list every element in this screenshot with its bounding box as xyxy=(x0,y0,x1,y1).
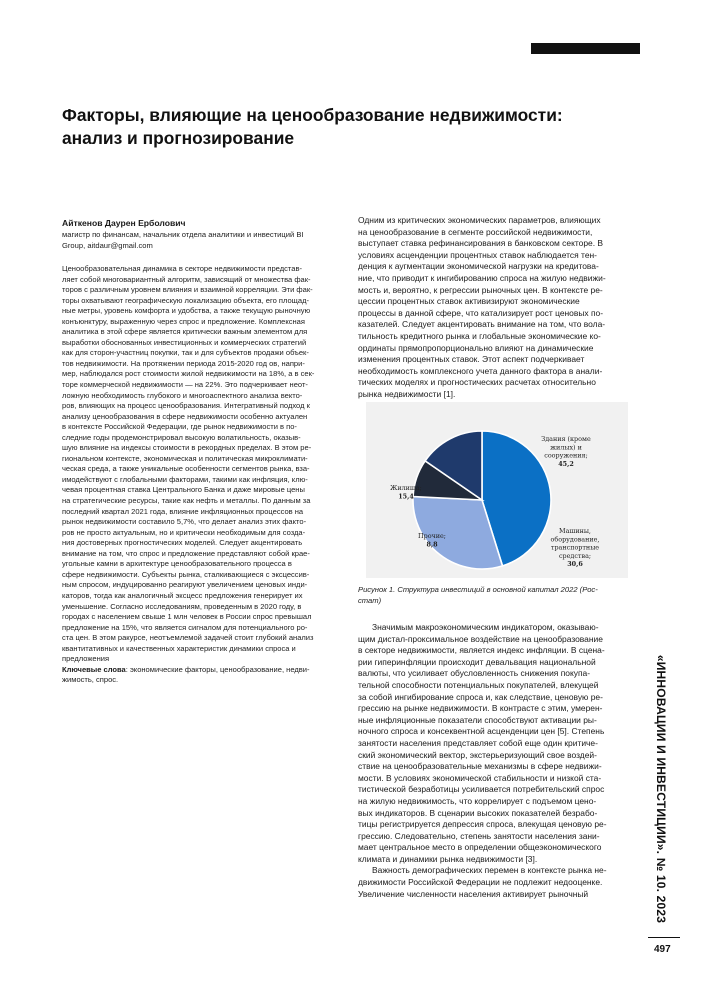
paragraph-line: казателей. Следует акцентировать внимание на том, что вола- xyxy=(358,319,606,330)
paragraph-line: движимости Российской Федерации не подлежит недооценке. xyxy=(358,877,603,888)
title-line: анализ и прогнозирование xyxy=(62,128,295,148)
author-info-line: Group, aitdaur@gmail.com xyxy=(62,241,153,250)
journal-name: «ИННОВАЦИИ И ИНВЕСТИЦИИ». № 10. 2023 xyxy=(654,654,668,924)
abstract-line: торе коммерческой недвижимости — на 22%. Это подчеркивает неот- xyxy=(62,380,308,390)
paragraph-line: тельной способности потенциальных покупателей, влекущей xyxy=(358,679,599,690)
pie-chart-svg xyxy=(366,402,628,578)
keywords-text: жимость, спрос. xyxy=(62,675,119,685)
abstract-line: аналитика в этой сфере является критически важным элементом для xyxy=(62,327,308,337)
paragraph-line: необходимость комплексного учета данного фактора в анали- xyxy=(358,365,603,376)
paragraph-line: ординаты прямопропорционально влияют на динамические xyxy=(358,342,594,353)
abstract-line: на стратегические ресурсы, такие как нефть и металлы. По данным за xyxy=(62,496,311,506)
paragraph-line: Одним из критических экономических параметров, влияющих xyxy=(358,215,601,225)
abstract-line: торы охватывают географическую локализацию объекта, его площад- xyxy=(62,295,309,305)
abstract-line: внимание на том, что спрос и предложение представляют собой крае- xyxy=(62,548,310,558)
paragraph-line: тических моделях и прогностических расчетах относительно xyxy=(358,377,596,388)
abstract-line: квантитативных и качественных характеристик динамики спроса и xyxy=(62,643,296,653)
abstract-line: ста цен. В этом ракурсе, неотъемлемой задачей стоит глубокий анализ xyxy=(62,633,314,643)
keywords xyxy=(62,665,344,676)
abstract-line: в контексте Российской Федерации, где рынок недвижимости в по- xyxy=(62,422,297,432)
abstract-line: ные метры, уровень комфорта и удобства, а также текущую рыночную xyxy=(62,306,311,316)
paragraph-line: выступает ставка рефинансирования в банковском секторе. В xyxy=(358,238,604,249)
paragraph-line: валюты, что усиливает обусловленность снижения покупа- xyxy=(358,668,591,679)
header-bar xyxy=(531,43,640,54)
paragraph-line: грессию. Следовательно, степень занятости населения зани- xyxy=(358,830,600,841)
paragraph-line: климата и динамики рынка недвижимости [3]. xyxy=(358,853,538,864)
pie-slice-value: 8,8 xyxy=(426,540,438,549)
paragraph-line: Значимым макроэкономическим индикатором, оказываю- xyxy=(372,622,599,632)
page-number: 497 xyxy=(654,944,671,955)
abstract-line: ческая среда, а также уникальные особенности сегментов рынка, вза- xyxy=(62,464,310,474)
paragraph-line: ные инфляционные показатели способствуют активации ры- xyxy=(358,714,597,725)
paragraph-line: за собой ингибирование спроса и, как следствие, ценовую ре- xyxy=(358,691,603,702)
pie-slice-label: Машины, оборудование, транспортные средства; 30,6 xyxy=(550,527,600,569)
paragraph-line: денция к аугментации экономической нагрузки на кредитова- xyxy=(358,261,599,272)
author-block xyxy=(62,218,344,251)
paragraph-line: цессии процентных ставок активизируют экономические xyxy=(358,296,580,307)
paragraph-line: тильность кредитного рынка и глобальные экономические ко- xyxy=(358,330,601,341)
paragraph-line: тицы регистрируется депрессия спроса, влекущая ценовую ре- xyxy=(358,819,607,830)
paragraph-line: мость и, вероятно, к регрессии рыночных цен. В контексте ре- xyxy=(358,284,603,295)
abstract-line: анализу ценообразования в сфере недвижимости особенно актуален xyxy=(62,411,308,421)
pie-slice-value: 15,4 xyxy=(398,492,414,501)
sidebar-divider xyxy=(648,937,680,938)
paragraph-line: мости. В условиях экономической стабильности и низкой ста- xyxy=(358,772,602,783)
abstract-line: предложение на 15%, что является сигналом для потенциального ро- xyxy=(62,622,308,632)
pie-slice-value: 30,6 xyxy=(567,560,583,569)
abstract-line: каторов, тогда как аналогичный эксцесс предложения генерирует их xyxy=(62,590,303,600)
paragraph-line: ствие на ценообразовательные механизмы в сфере недвижи- xyxy=(358,761,602,772)
body-text-column-bottom xyxy=(358,622,641,900)
abstract-line: ния достоверных прогностических моделей. Следует акцентировать xyxy=(62,538,303,548)
caption-line: Рисунок 1. Структура инвестиций в основной капитал 2022 (Рос- xyxy=(358,585,598,594)
abstract-line: ляет собой многовариантный алгоритм, зависящий от множества фак- xyxy=(62,274,311,284)
abstract xyxy=(62,264,344,686)
title-line: Факторы, влияющие на ценообразование недвижимости: xyxy=(62,105,563,125)
paragraph-line: мает центральное место в определении общеэкономического xyxy=(358,842,602,853)
article-title xyxy=(62,104,622,150)
abstract-line: Ценообразовательная динамика в секторе недвижимости представ- xyxy=(62,264,302,273)
paragraph-line: Увеличение численности населения активирует рыночный xyxy=(358,888,589,899)
abstract-line: тов недвижимости. На протяжении периода 2015-2020 год ов, напри- xyxy=(62,358,305,368)
paragraph-line: тистической безработицы усиливается потребительский спрос xyxy=(358,784,605,795)
caption-line: стат) xyxy=(358,595,382,605)
paragraph-line: ночного спроса и консеквентной асценденции цен [5]. Степень xyxy=(358,726,605,737)
abstract-line: гиональном контексте, экономическая и политическая микроклимати- xyxy=(62,453,308,463)
abstract-line: последний квартал 2021 года, влияние инфляционных процессов на xyxy=(62,506,304,516)
author-affiliation xyxy=(62,229,344,251)
paragraph-line: грессию на рынке недвижимости. В контрасте с этим, умерен- xyxy=(358,703,603,714)
abstract-line: мер, наблюдался рост стоимости жилой недвижимости на 18%, а в сек- xyxy=(62,369,315,379)
abstract-line: конъюнктуру, выраженную через спрос и предложение. Комплексная xyxy=(62,316,305,326)
pie-slice-label: Прочие; 8,8 xyxy=(418,532,446,549)
abstract-line: уменьшение. Согласно исследованиям, проведенным в 2020 году, в xyxy=(62,601,302,611)
abstract-line: имодействуют с глобальными факторами, такими как инфляция, клю- xyxy=(62,474,308,484)
author-name: Айткенов Даурен Ерболович xyxy=(62,218,186,228)
abstract-line: как для сторон-участниц покупки, так и для субъектов продажи объек- xyxy=(62,348,309,358)
abstract-line: ров, влияющих на процесс ценообразования. Интегративный подход к xyxy=(62,401,310,411)
paragraph-line: вых индикаторов. В сценарии высоких показателей безрабо- xyxy=(358,807,598,818)
pie-slice-label: Здания (кроме жилых) и сооружения; 45,2 xyxy=(541,435,591,468)
paragraph-line: рии гиперинфляции происходит девальвация национальной xyxy=(358,656,596,667)
paragraph-line: рынка недвижимости [1]. xyxy=(358,388,456,399)
abstract-line: ным спросом, индуцированно реагируют увеличением ценовых инди- xyxy=(62,580,308,590)
paragraph-line: условиях асценденции процентных ставок наблюдается тен- xyxy=(358,249,597,260)
abstract-line: торов с различным уровнем влияния и взаимной корреляции. Эти фак- xyxy=(62,285,313,295)
paragraph-line: на ценообразование в сегменте российской недвижимости, xyxy=(358,226,593,237)
abstract-line: ложную необходимость глубокого и многоаспектного анализа векто- xyxy=(62,390,303,400)
abstract-line: ров не просто актуальным, но и критически необходимым для созда- xyxy=(62,527,306,537)
figure-pie-chart xyxy=(366,402,628,578)
paragraph-line: ский экономический вектор, экстерьеризующий свое воздей- xyxy=(358,749,597,760)
paragraph-line: занятости населения представляет собой еще один критиче- xyxy=(358,737,598,748)
paragraph-line: щим дистал-проксимальное воздействие на ценообразование xyxy=(358,633,603,644)
abstract-line: предложения xyxy=(62,654,110,664)
journal-sidebar xyxy=(652,654,670,924)
keywords-label: Ключевые слова xyxy=(62,664,126,674)
keywords-text: : экономические факторы, ценообразование, недви- xyxy=(125,664,310,674)
paragraph-line: ние, что приводит к ингибированию спроса на жилую недвижи- xyxy=(358,272,606,283)
author-info-line: магистр по финансам, начальник отдела аналитики и инвестиций BI xyxy=(62,230,304,239)
pie-slice-label: Жилища; 15,4 xyxy=(390,484,422,501)
abstract-line: угольные камни в архитектуре ценообразовательного процесса в xyxy=(62,559,292,569)
abstract-line: городах с населением свыше 1 млн человек в России спрос превышал xyxy=(62,612,312,622)
paragraph-line: изменения процентных ставок. Этот аспект подчеркивает xyxy=(358,354,585,365)
abstract-line: чевая процентная ставка Центрального Банка и даже мировые цены xyxy=(62,485,305,495)
body-text-column-top xyxy=(358,215,641,401)
abstract-line: выработки обоснованных инвестиционных и коммерческих стратегий xyxy=(62,337,307,347)
paragraph-line: процессы в данной сфере, что катализирует рост ценовых по- xyxy=(358,307,604,318)
abstract-line: сфере недвижимости. Субъекты рынка, сталкивающиеся с эксцессив- xyxy=(62,569,310,579)
paragraph-line: на жилую недвижимость, что коррелирует с подъемом цено- xyxy=(358,795,597,806)
abstract-line: следние годы продемонстрировал высокую волатильность, оказыв- xyxy=(62,432,301,442)
abstract-line: шую влияние на индексы стоимости в рекордных пределах. В этом ре- xyxy=(62,443,312,453)
paragraph-line: Важность демографических перемен в контексте рынка не- xyxy=(372,865,607,876)
paragraph-line: в секторе недвижимости, является индекс инфляции. В сцена- xyxy=(358,645,605,656)
pie-slice-value: 45,2 xyxy=(558,459,574,468)
abstract-line: рынок недвижимости составило 5,7%, что делает анализ этих факто- xyxy=(62,517,307,527)
figure-caption xyxy=(358,585,641,606)
